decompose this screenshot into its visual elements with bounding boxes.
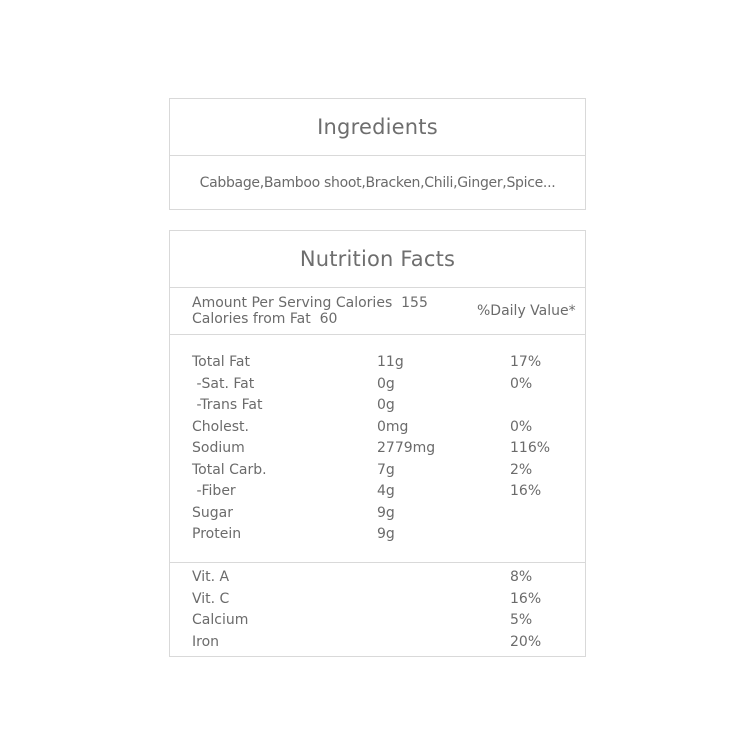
- nutrient-daily-value: 116%: [510, 440, 551, 456]
- nutrient-daily-value: 0%: [510, 418, 533, 435]
- ingredients-title: Ingredients: [170, 99, 585, 156]
- vitamin-name: Calcium: [192, 612, 249, 628]
- nutrient-row: [170, 503, 585, 524]
- nutrient-amount: 9g: [377, 504, 395, 521]
- daily-value-header: %Daily Value*: [477, 303, 576, 319]
- nutrient-name: Sugar: [192, 504, 233, 521]
- nutrient-amount: 0g: [377, 375, 395, 392]
- vitamin-daily-value: 8%: [510, 569, 533, 585]
- nutrient-row: [170, 395, 585, 416]
- vitamin-row: [170, 632, 585, 653]
- serving-summary: [170, 288, 585, 335]
- vitamin-daily-value: 20%: [510, 633, 542, 650]
- nutrient-amount: 0mg: [377, 418, 409, 435]
- vitamin-row: [170, 567, 585, 588]
- ingredients-list: Cabbage,Bamboo shoot,Bracken,Chili,Ginger,Spice...: [199, 174, 556, 191]
- vitamin-row: [170, 589, 585, 610]
- nutrient-amount: 11g: [377, 354, 404, 370]
- nutrient-row: [170, 481, 585, 502]
- nutrient-amount: 9g: [377, 526, 395, 542]
- nutrient-name: -Sat. Fat: [192, 375, 255, 392]
- nutrient-daily-value: 2%: [510, 461, 533, 478]
- nutrient-name: Protein: [192, 526, 242, 542]
- nutrient-amount: 2779mg: [377, 440, 436, 456]
- vitamin-row: [170, 610, 585, 631]
- nutrient-name: -Trans Fat: [192, 397, 263, 413]
- nutrient-row: [170, 460, 585, 481]
- vitamin-daily-value: 5%: [510, 612, 533, 628]
- calories-line: Amount Per Serving Calories 155: [192, 295, 428, 311]
- nutrient-daily-value: 16%: [510, 483, 542, 499]
- ingredients-panel: [169, 98, 586, 210]
- vitamin-daily-value: 16%: [510, 590, 542, 607]
- nutrient-amount: 7g: [377, 461, 395, 478]
- nutrient-name: Sodium: [192, 440, 245, 456]
- nutrient-row: [170, 524, 585, 545]
- nutrient-amount: 0g: [377, 397, 395, 413]
- nutrient-row: [170, 352, 585, 373]
- vitamin-name: Vit. A: [192, 569, 230, 585]
- nutrient-name: Total Fat: [192, 354, 250, 370]
- vitamin-name: Iron: [192, 633, 220, 650]
- nutrient-row: [170, 417, 585, 438]
- nutrient-name: -Fiber: [192, 483, 236, 499]
- nutrient-name: Total Carb.: [192, 461, 267, 478]
- calories-from-fat-line: Calories from Fat 60: [192, 311, 338, 327]
- vitamin-name: Vit. C: [192, 590, 230, 607]
- nutrition-facts-title: Nutrition Facts: [170, 231, 585, 288]
- nutrient-name: Cholest.: [192, 418, 249, 435]
- nutrition-facts-panel: [169, 230, 586, 657]
- nutrient-row: [170, 438, 585, 459]
- section-divider: [170, 562, 585, 563]
- nutrient-amount: 4g: [377, 483, 395, 499]
- calories-summary: [192, 295, 428, 327]
- nutrient-daily-value: 0%: [510, 375, 533, 392]
- nutrient-daily-value: 17%: [510, 354, 542, 370]
- nutrient-row: [170, 374, 585, 395]
